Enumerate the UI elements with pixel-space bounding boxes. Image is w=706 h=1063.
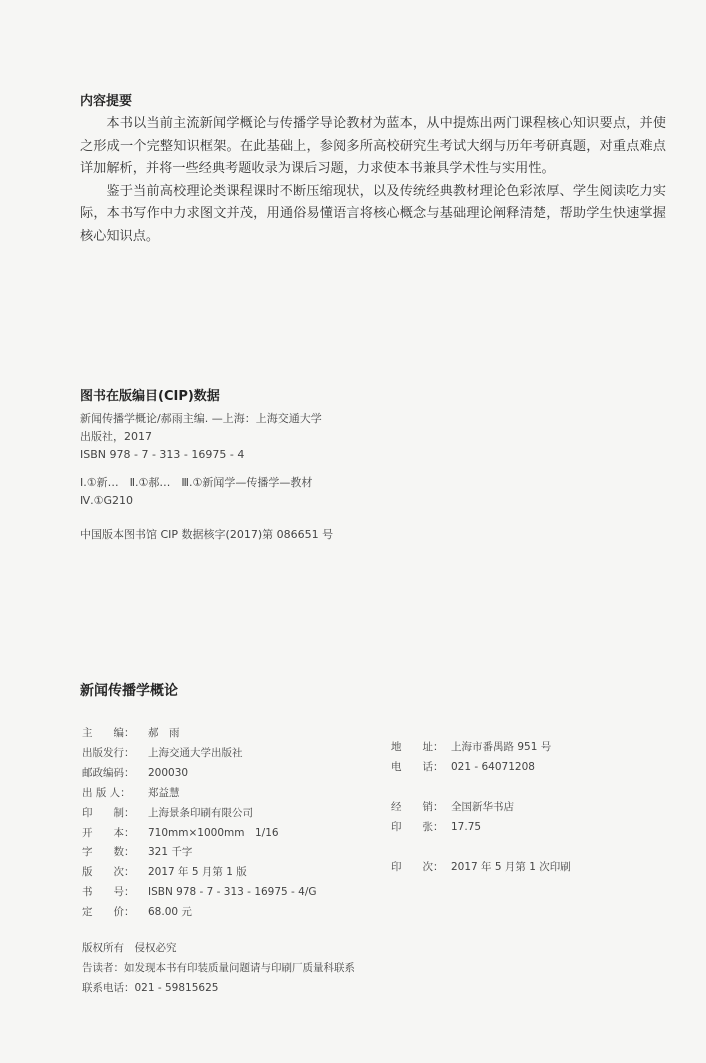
info-label: 邮政编码：	[82, 766, 135, 779]
abstract-heading: 内容提要	[80, 94, 133, 109]
cip-section	[80, 385, 640, 544]
cip-line: 新闻传播学概论/郝雨主编. —上海：上海交通大学	[80, 412, 322, 425]
info-label: 印 制：	[82, 806, 135, 819]
info-row-printer	[82, 804, 382, 824]
info-row-publisher-person	[82, 784, 382, 804]
info-row-format	[82, 824, 382, 844]
info-row-printing	[391, 858, 681, 878]
info-label: 出 版 人：	[82, 786, 131, 799]
info-row-publisher	[82, 744, 382, 764]
info-value: 郑益慧	[148, 786, 180, 799]
info-value: 上海景条印刷有限公司	[148, 806, 253, 819]
info-row-distributor	[391, 798, 681, 818]
info-row-isbn	[82, 883, 382, 903]
cip-subject-line: Ⅰ.①新… Ⅱ.①郝… Ⅲ.①新闻学—传播学—教材	[80, 476, 313, 489]
info-value: ISBN 978 - 7 - 313 - 16975 - 4/G	[148, 886, 317, 899]
info-label: 开 本：	[82, 826, 135, 839]
info-label: 定 价：	[82, 906, 135, 919]
info-row-editor	[82, 724, 382, 744]
contact-phone: 联系电话：021 - 59815625	[82, 982, 219, 994]
info-value: 2017 年 5 月第 1 版	[148, 866, 247, 879]
info-label: 书 号：	[82, 886, 135, 899]
info-label: 印 次：	[391, 860, 444, 873]
cip-subject-line: Ⅳ.①G210	[80, 494, 134, 507]
info-value: 2017 年 5 月第 1 次印刷	[451, 860, 571, 873]
info-label: 版 次：	[82, 866, 135, 879]
info-label: 主 编：	[82, 727, 135, 739]
info-value: 021 - 64071208	[451, 760, 535, 773]
info-label: 地 址：	[391, 741, 444, 753]
info-label: 印 张：	[391, 820, 444, 833]
info-value: 上海交通大学出版社	[148, 746, 243, 759]
info-value: 321 千字	[148, 846, 193, 859]
reader-notice: 告读者：如发现本书有印装质量问题请与印刷厂质量科联系	[82, 962, 355, 974]
abstract-section	[80, 90, 666, 248]
info-value: 上海市番禺路 951 号	[451, 741, 552, 753]
info-label: 出版发行：	[82, 746, 135, 759]
info-label: 电 话：	[391, 760, 444, 773]
cip-line: ISBN 978 - 7 - 313 - 16975 - 4	[80, 448, 245, 461]
cip-line: 出版社，2017	[80, 430, 152, 443]
rights-footer	[82, 938, 582, 998]
info-value: 710mm×1000mm 1/16	[148, 826, 279, 839]
info-row-price	[82, 903, 382, 923]
info-value: 200030	[148, 766, 189, 779]
book-info-right	[391, 738, 681, 878]
book-info-left	[82, 724, 382, 923]
info-label: 字 数：	[82, 846, 135, 859]
info-row-sheets	[391, 818, 681, 838]
info-value: 郝 雨	[148, 727, 180, 739]
abstract-paragraph: 本书以当前主流新闻学概论与传播学导论教材为蓝本，从中提炼出两门课程核心知识要点，并使之形成一个完整知识框架。在此基础上，参阅多所高校研究生考试大纲与历年考研真题，对重点难点详加解析，并将一些经典考题收录为课后习题，力求使本书兼具学术性与实用性。	[80, 116, 666, 176]
info-value: 68.00 元	[148, 906, 192, 919]
cip-record-number: 中国版本图书馆 CIP 数据核字(2017)第 086651 号	[80, 528, 334, 541]
cip-heading: 图书在版编目(CIP)数据	[80, 389, 220, 404]
info-label: 经 销：	[391, 800, 444, 813]
book-title: 新闻传播学概论	[80, 683, 178, 699]
info-value: 全国新华书店	[451, 800, 514, 813]
info-row-address	[391, 738, 681, 758]
abstract-paragraph: 鉴于当前高校理论类课程课时不断压缩现状，以及传统经典教材理论色彩浓厚、学生阅读吃力实际，本书写作中力求图文并茂，用通俗易懂语言将核心概念与基础理论阐释清楚，帮助学生快速掌握核心知识点。	[80, 183, 666, 244]
info-row-word-count	[82, 843, 382, 863]
info-row-postcode	[82, 764, 382, 784]
info-row-edition	[82, 863, 382, 883]
info-row-phone	[391, 758, 681, 778]
copyright-notice: 版权所有 侵权必究	[82, 942, 177, 954]
info-value: 17.75	[451, 820, 482, 833]
